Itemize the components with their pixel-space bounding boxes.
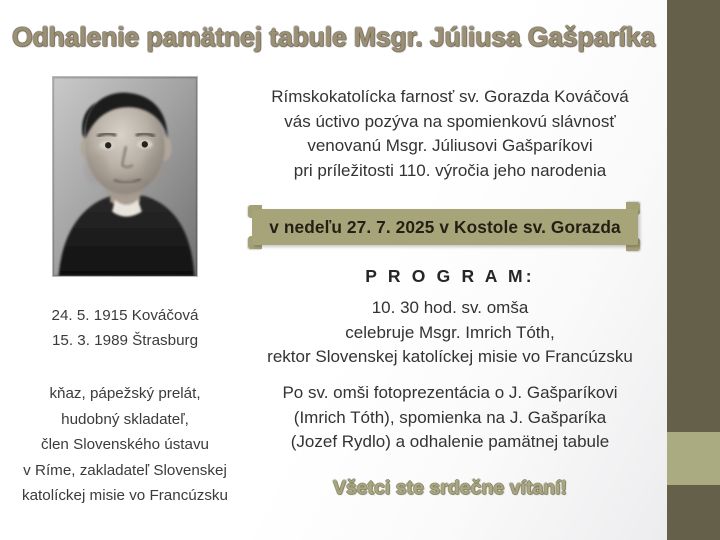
subject-description — [0, 381, 250, 509]
welcome-message: Všetci ste srdečne vítaní! — [332, 477, 568, 499]
portrait-photo-image — [53, 77, 197, 276]
invitation-line: Rímskokatolícka farnosť sv. Gorazda Kováčová — [271, 87, 629, 106]
after-mass-line: (Imrich Tóth), spomienka na J. Gašparíka — [293, 407, 607, 427]
description-line: v Ríme, zakladateľ Slovenskej — [23, 461, 227, 479]
description-line: člen Slovenského ústavu — [40, 436, 209, 453]
invitation-text — [240, 85, 660, 183]
after-mass-program — [240, 381, 660, 455]
event-date-plaque — [248, 200, 640, 252]
page-title: Odhalenie pamätnej tabule Msgr. Júliusa Gašparíka — [11, 22, 656, 52]
date-line: 15. 3. 1989 Štrasburg — [51, 332, 199, 349]
invitation-line: vás úctivo pozýva na spomienkovú slávnosť — [284, 111, 616, 131]
description-line: hudobný skladateľ, — [61, 410, 189, 428]
program-line: rektor Slovenskej katolíckej misie vo Francúzsku — [267, 347, 633, 366]
after-mass-line: (Jozef Rydlo) a odhalenie pamätnej tabule — [290, 432, 610, 451]
date-line: 24. 5. 1915 Kováčová — [51, 307, 199, 324]
program-line: 10. 30 hod. sv. omša — [371, 298, 529, 317]
subject-dates — [0, 303, 250, 353]
invitation-line: pri príležitosti 110. výročia jeho narodenia — [293, 160, 607, 180]
description-line: kňaz, pápežský prelát, — [49, 385, 201, 402]
plaque-label: v nedeľu 27. 7. 2025 v Kostole sv. Gorazda — [269, 216, 621, 237]
program-body — [240, 296, 660, 370]
portrait-photo — [52, 76, 198, 277]
after-mass-line: Po sv. omši fotoprezentácia o J. Gašparíkovi — [282, 383, 618, 402]
program-line: celebruje Msgr. Imrich Tóth, — [345, 322, 555, 342]
description-line: katolíckej misie vo Francúzsku — [22, 487, 228, 504]
program-heading: P R O G R A M: — [365, 266, 535, 286]
sidebar-accent-light — [667, 432, 720, 485]
invitation-line: venovanú Msgr. Júliusovi Gašparíkovi — [307, 136, 593, 155]
plaque-body — [252, 209, 638, 245]
